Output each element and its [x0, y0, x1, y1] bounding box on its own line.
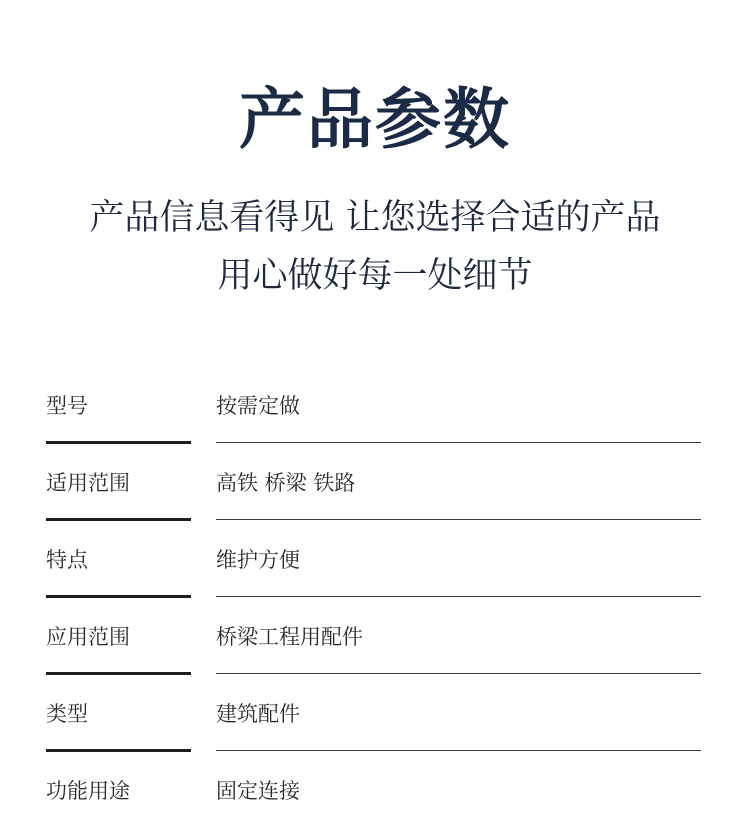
value-divider: [216, 750, 701, 751]
page-title: 产品参数: [239, 81, 511, 158]
spec-value: 按需定做: [216, 394, 300, 418]
spec-table: [0, 370, 750, 832]
label-divider: [46, 672, 191, 675]
spec-label: 特点: [46, 548, 88, 572]
label-divider: [46, 595, 191, 598]
label-divider: [46, 518, 191, 521]
spec-label: 型号: [46, 394, 88, 418]
value-divider: [216, 596, 701, 597]
value-divider: [216, 673, 701, 674]
label-divider: [46, 441, 191, 444]
spec-label: 功能用途: [46, 779, 130, 803]
spec-row-scope: [0, 447, 750, 524]
subtitle-line-1: 产品信息看得见 让您选择合适的产品: [89, 198, 661, 238]
value-divider: [216, 519, 701, 520]
spec-label: 应用范围: [46, 625, 130, 649]
spec-value: 固定连接: [216, 779, 300, 803]
spec-label: 适用范围: [46, 471, 130, 495]
spec-value: 桥梁工程用配件: [216, 625, 363, 649]
subtitle-line-2: 用心做好每一处细节: [217, 256, 533, 296]
value-divider: [216, 442, 701, 443]
spec-row-model: [0, 370, 750, 447]
spec-row-application: [0, 601, 750, 678]
spec-row-feature: [0, 524, 750, 601]
spec-value: 维护方便: [216, 548, 300, 572]
label-divider: [46, 749, 191, 752]
spec-value: 建筑配件: [216, 702, 300, 726]
spec-value: 高铁 桥梁 铁路: [216, 471, 356, 495]
spec-row-type: [0, 678, 750, 755]
spec-row-function: [0, 755, 750, 832]
spec-label: 类型: [46, 702, 88, 726]
